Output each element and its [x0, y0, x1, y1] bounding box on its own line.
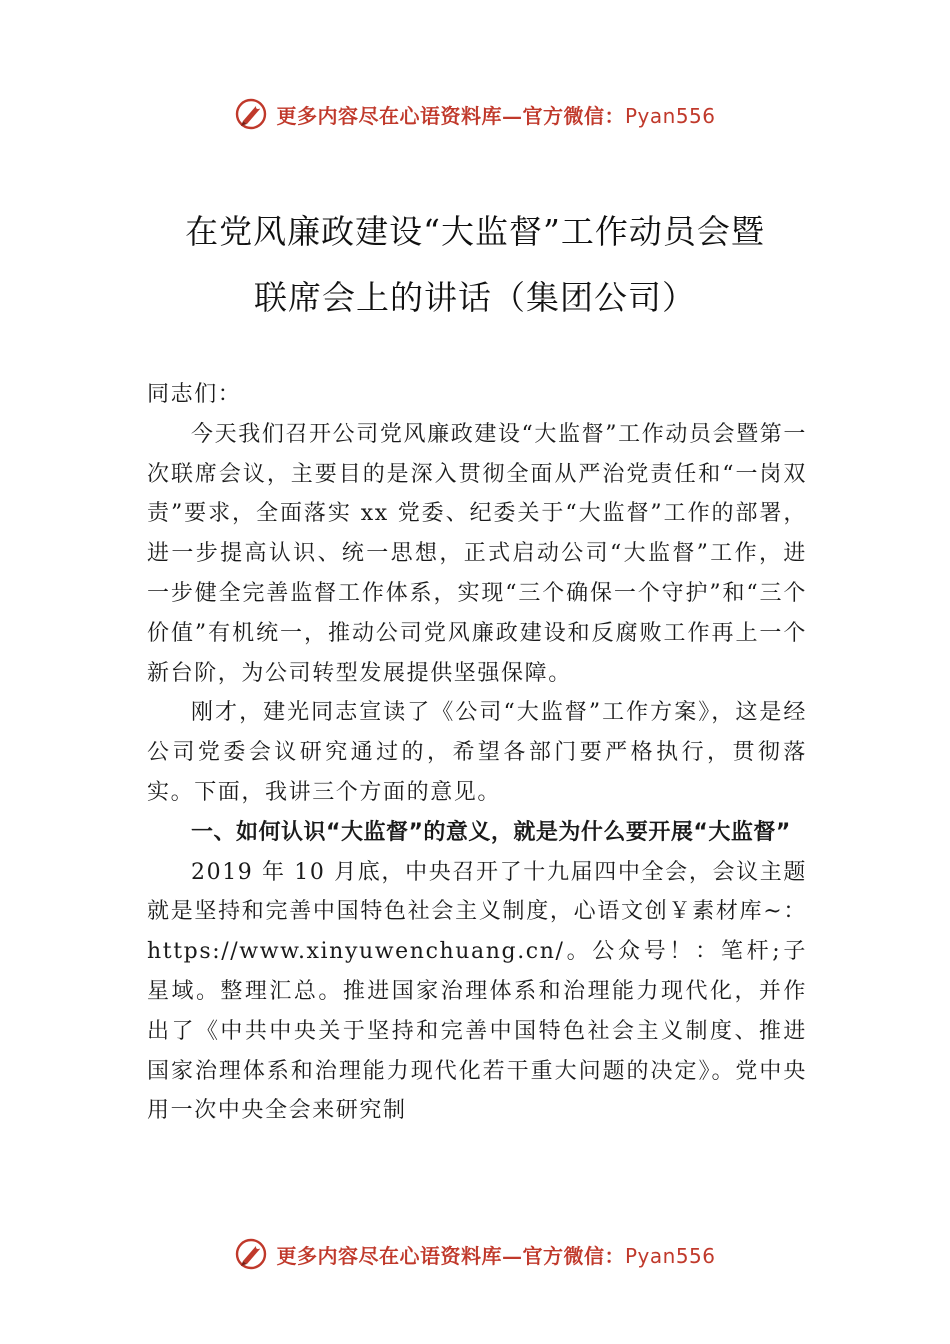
- document-title-line-2: 联席会上的讲话（集团公司）: [254, 278, 696, 317]
- banner-text: [276, 100, 715, 129]
- paragraph-1: 今天我们召开公司党风廉政建设“大监督”工作动员会暨第一次联席会议，主要目的是深入贯彻全面从严治党责任和“一岗双责”要求，全面落实 xx 党委、纪委关于“大监督”工作的部署，进一步提高认识、统一思想，正式启动公司“大监督”工作，进一步健全完善监督工作体系，实现“三个确保一个守护”和“三个价值”有机统一，推动公司党风廉政建设和反腐败工作再上一个新台阶，为公司转型发展提供坚强保障。: [147, 421, 807, 686]
- banner-slogan: 更多内容尽在心语资料库—官方微信：: [276, 1243, 625, 1268]
- footer-banner: [0, 1234, 950, 1274]
- document-body: [147, 375, 807, 1131]
- banner-text: [276, 1240, 715, 1269]
- banner-slogan: 更多内容尽在心语资料库—官方微信：: [276, 103, 625, 128]
- banner-wechat-id: Pyan556: [624, 1243, 716, 1268]
- paragraph-3: 2019 年 10 月底，中央召开了十九届四中全会，会议主题就是坚持和完善中国特色社会主义制度，心语文创￥素材库~：https://www.xinyuwenchuang.cn/。公众号！：笔杆;子星域。整理汇总。推进国家治理体系和治理能力现代化，并作出了《中共中央关于坚持和完善中国特色社会主义制度、推进国家治理体系和治理能力现代化若干重大问题的决定》。党中央用一次中央全会来研究制: [147, 859, 807, 1124]
- salutation: 同志们：: [147, 382, 242, 407]
- banner-wechat-id: Pyan556: [624, 103, 716, 128]
- document-title-line-1: 在党风廉政建设“大监督”工作动员会暨: [185, 212, 765, 251]
- brand-logo-icon: [234, 1237, 268, 1271]
- brand-logo-icon: [234, 97, 268, 131]
- section-heading-1: 一、如何认识“大监督”的意义，就是为什么要开展“大监督”: [191, 819, 791, 845]
- header-banner: [0, 94, 950, 134]
- paragraph-2: 刚才，建光同志宣读了《公司“大监督”工作方案》，这是经公司党委会议研究通过的，希望各部门要严格执行，贯彻落实。下面，我讲三个方面的意见。: [147, 700, 807, 805]
